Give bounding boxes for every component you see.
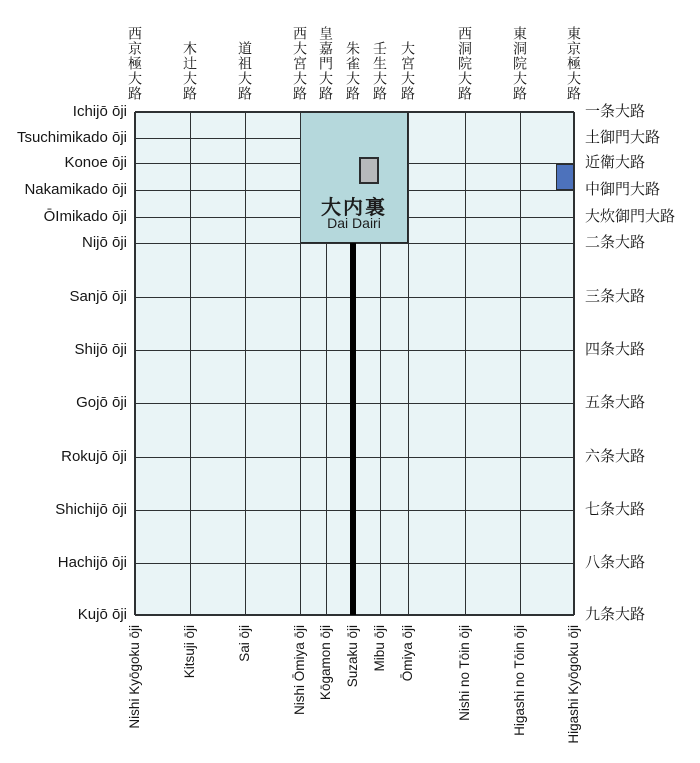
row-label-east-oimikado-oji: 大炊御門大路 [585,208,676,225]
column-label-south-higashi-kyogoku-oji: Higashi Kyōgoku ōji [566,625,581,744]
column-label-north-kogamon-oji: 皇嘉門大路 [318,26,334,101]
row-label-east-shichijo-oji: 七条大路 [585,501,646,518]
street-line-nishi-no-toin-oji [465,112,466,615]
dai-dairi-block [300,112,408,243]
row-label-east-ichijo-oji: 一条大路 [585,103,646,120]
column-label-north-suzaku-oji: 朱雀大路 [345,41,361,101]
row-label-east-kujo-oji: 九条大路 [585,606,646,623]
column-label-south-nishi-kyogoku-oji: Nishi Kyōgoku ōji [127,625,142,729]
dai-dairi-label-romaji: Dai Dairi [327,215,381,231]
column-label-south-higashi-no-toin-oji: Higashi no Tōin ōji [512,625,527,736]
row-label-west-konoe-oji: Konoe ōji [64,154,127,171]
row-label-west-shichijo-oji: Shichijō ōji [55,501,127,518]
column-label-south-suzaku-oji: Suzaku ōji [345,625,360,688]
row-label-east-gojo-oji: 五条大路 [585,394,646,411]
row-label-east-nijo-oji: 二条大路 [585,234,646,251]
street-line-suzaku-oji [350,243,356,615]
imperial-palace-square [359,157,379,184]
column-label-south-kitsuji-oji: Kitsuji ōji [182,625,197,679]
column-label-north-omiya-oji: 大宮大路 [400,41,416,101]
row-label-east-hachijo-oji: 八条大路 [585,554,646,571]
row-label-east-nakamikado-oji: 中御門大路 [585,181,661,198]
row-label-west-nakamikado-oji: Nakamikado ōji [24,181,127,198]
street-line-tsuchimikado-oji [135,138,300,139]
street-line-nakamikado-oji [135,190,300,191]
row-label-west-kujo-oji: Kujō ōji [77,606,127,623]
street-line-mibu-oji [380,243,381,615]
column-label-south-nishi-no-toin-oji: Nishi no Tōin ōji [457,625,472,721]
row-label-west-tsuchimikado-oji: Tsuchimikado ōji [16,129,127,146]
street-line-ichijo-oji [135,111,574,113]
row-label-east-sanjo-oji: 三条大路 [585,288,646,305]
street-line-sai-oji [245,112,246,615]
row-label-west-sanjo-oji: Sanjō ōji [69,288,127,305]
street-line-nishi-kyogoku-oji [134,112,136,615]
street-line-nishi-omiya-oji [300,112,301,615]
column-label-south-mibu-oji: Mibu ōji [372,625,387,672]
column-label-south-omiya-oji: Ōmiya ōji [400,625,415,682]
street-line-kogamon-oji [326,243,327,615]
row-label-west-rokujo-oji: Rokujō ōji [61,448,127,465]
row-label-west-gojo-oji: Gojō ōji [76,394,127,411]
column-label-south-sai-oji: Sai ōji [237,625,252,662]
row-label-west-shijo-oji: Shijō ōji [74,341,127,358]
dai-dairi-label-kanji: 大内裏 [321,197,387,219]
highlight-square [556,164,574,190]
row-label-west-nijo-oji: Nijō ōji [81,234,127,251]
row-label-east-rokujo-oji: 六条大路 [585,448,646,465]
street-line-konoe-oji [135,163,300,164]
row-label-west-ichijo-oji: Ichijō ōji [72,103,127,120]
street-line-nakamikado-oji-1 [408,190,574,191]
column-label-north-higashi-kyogoku-oji: 東京極大路 [566,26,582,101]
row-label-east-tsuchimikado-oji: 土御門大路 [585,129,661,146]
street-line-omiya-oji [408,112,409,615]
column-label-north-sai-oji: 道祖大路 [237,41,253,101]
row-label-west-oimikado-oji: ŌImikado ōji [43,208,127,225]
column-label-north-nishi-omiya-oji: 西大宮大路 [292,26,308,101]
row-label-east-shijo-oji: 四条大路 [585,341,646,358]
street-line-higashi-no-toin-oji [520,112,521,615]
column-label-north-kitsuji-oji: 木辻大路 [182,41,198,101]
column-label-north-nishi-no-toin-oji: 西洞院大路 [457,26,473,101]
street-line-konoe-oji-1 [408,163,574,164]
column-label-north-mibu-oji: 壬生大路 [372,41,388,101]
column-label-north-nishi-kyogoku-oji: 西京極大路 [127,26,143,101]
street-line-oimikado-oji [135,217,300,218]
street-line-oimikado-oji-1 [408,217,574,218]
row-label-west-hachijo-oji: Hachijō ōji [57,554,127,571]
street-line-kitsuji-oji [190,112,191,615]
column-label-south-kogamon-oji: Kōgamon ōji [318,625,333,701]
row-label-east-konoe-oji: 近衛大路 [585,154,646,171]
column-label-south-nishi-omiya-oji: Nishi Ōmiya ōji [292,625,307,716]
column-label-north-higashi-no-toin-oji: 東洞院大路 [512,26,528,101]
